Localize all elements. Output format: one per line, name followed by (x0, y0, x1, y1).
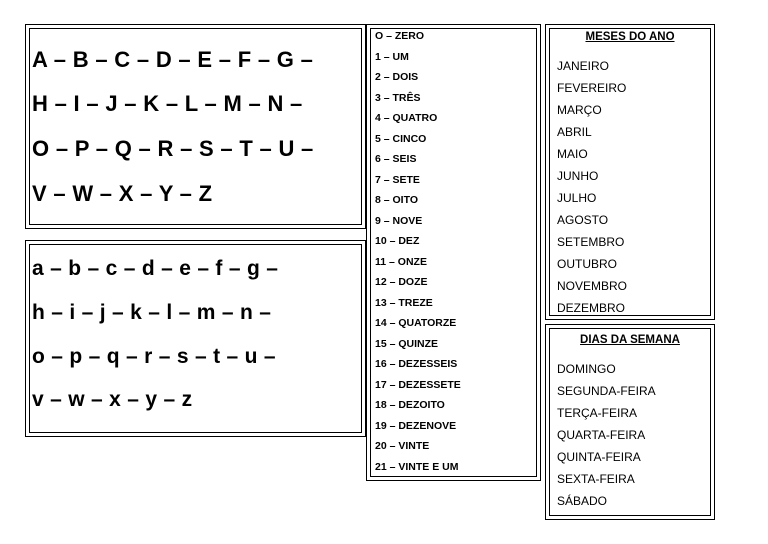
number-item: 1 – UM (375, 50, 409, 63)
weekdays-list (546, 325, 716, 521)
number-item: 5 – CINCO (375, 132, 427, 145)
month-item: FEVEREIRO (557, 81, 627, 95)
months-list (546, 25, 716, 321)
numbers-list (367, 25, 542, 482)
number-item: 11 – ONZE (375, 255, 427, 268)
uppercase-line: A – B – C – D – E – F – G – (32, 47, 314, 72)
month-item: SETEMBRO (557, 235, 625, 249)
number-item: 17 – DEZESSETE (375, 378, 461, 391)
month-item: JUNHO (557, 169, 599, 183)
number-item: 14 – QUATORZE (375, 317, 457, 329)
lowercase-line: o – p – q – r – s – t – u – (32, 345, 276, 368)
number-item: 18 – DEZOITO (375, 399, 445, 411)
number-item: 8 – OITO (375, 194, 418, 206)
month-item: MARÇO (557, 103, 602, 117)
uppercase-alphabet-text (32, 25, 362, 225)
lowercase-alphabet-panel (25, 240, 366, 437)
month-item: ABRIL (557, 125, 592, 139)
month-item: JULHO (557, 191, 597, 205)
number-item: 15 – QUINZE (375, 337, 439, 350)
weekday-item: DOMINGO (557, 362, 616, 376)
number-item: 3 – TRÊS (375, 91, 421, 104)
number-item: O – ZERO (375, 30, 425, 42)
number-item: 20 – VINTE (375, 440, 430, 452)
uppercase-line: H – I – J – K – L – M – N – (32, 91, 303, 116)
month-item: MAIO (557, 147, 588, 161)
weekday-item: QUINTA-FEIRA (557, 450, 641, 464)
months-panel (545, 24, 715, 320)
month-item: AGOSTO (557, 213, 609, 227)
weekdays-title-text: DIAS DA SEMANA (580, 334, 680, 346)
lowercase-line: v – w – x – y – z (32, 388, 193, 411)
number-item: 2 – DOIS (375, 71, 419, 83)
weekday-item: TERÇA-FEIRA (557, 406, 638, 420)
lowercase-line: h – i – j – k – l – m – n – (32, 301, 272, 324)
months-title-text: MESES DO ANO (585, 31, 675, 43)
number-item: 9 – NOVE (375, 214, 423, 227)
month-item: DEZEMBRO (557, 301, 626, 315)
weekdays-panel (545, 324, 715, 520)
month-item: JANEIRO (557, 59, 610, 73)
numbers-panel (366, 24, 541, 481)
lowercase-line: a – b – c – d – e – f – g – (32, 257, 279, 280)
number-item: 6 – SEIS (375, 153, 417, 165)
number-item: 7 – SETE (375, 173, 420, 186)
number-item: 13 – TREZE (375, 296, 433, 309)
number-item: 21 – VINTE E UM (375, 460, 459, 473)
uppercase-alphabet-panel (25, 24, 366, 229)
weekday-item: QUARTA-FEIRA (557, 428, 646, 442)
number-item: 12 – DOZE (375, 276, 428, 288)
month-item: OUTUBRO (557, 257, 617, 271)
weekday-item: SEXTA-FEIRA (557, 472, 635, 486)
uppercase-line: V – W – X – Y – Z (32, 181, 213, 206)
number-item: 16 – DEZESSEIS (375, 358, 458, 370)
number-item: 4 – QUATRO (375, 112, 438, 124)
lowercase-alphabet-text (32, 241, 362, 431)
weekday-item: SEGUNDA-FEIRA (557, 384, 656, 398)
weekday-item: SÁBADO (557, 494, 608, 508)
number-item: 10 – DEZ (375, 235, 420, 247)
number-item: 19 – DEZENOVE (375, 419, 457, 432)
uppercase-line: O – P – Q – R – S – T – U – (32, 136, 314, 161)
month-item: NOVEMBRO (557, 279, 628, 293)
